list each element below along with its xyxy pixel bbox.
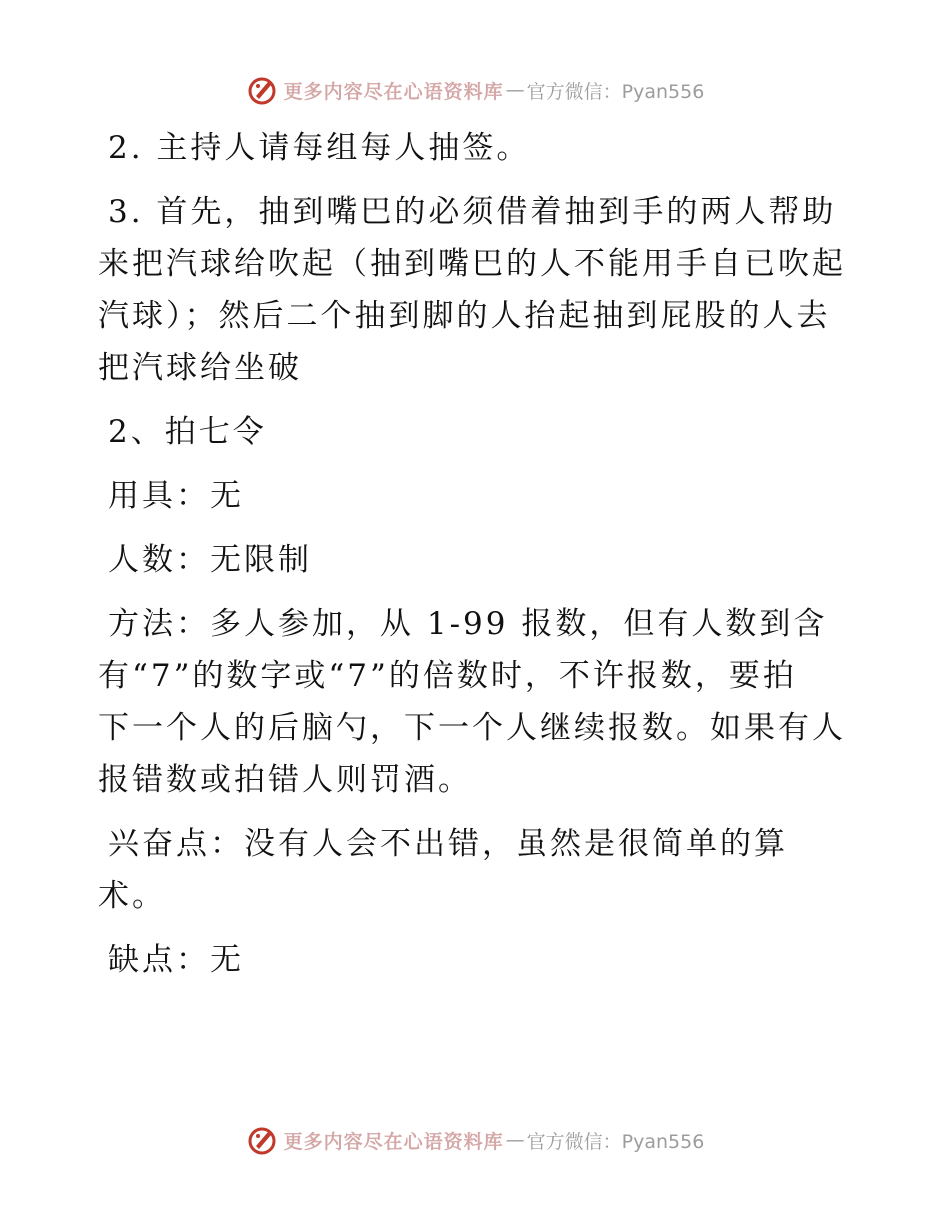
text-line: 2. 主持人请每组每人抽签。 (108, 130, 531, 166)
pen-seal-logo-icon (246, 1124, 278, 1156)
text-line: 3. 首先，抽到嘴巴的必须借着抽到手的两人帮助 (108, 194, 837, 230)
banner-main-text: 更多内容尽在心语资料库 (283, 1130, 504, 1153)
text-line: 术。 (98, 878, 166, 914)
text-line: 兴奋点：没有人会不出错，虽然是很简单的算 (108, 826, 788, 862)
text-line: 方法：多人参加，从 1-99 报数，但有人数到含 (108, 606, 828, 642)
banner-separator: — (505, 1129, 525, 1151)
text-line: 汽球）；然后二个抽到脚的人抬起抽到屁股的人去 (98, 298, 831, 334)
paragraph-method (98, 598, 858, 806)
header-banner (0, 70, 950, 110)
section-heading (98, 406, 858, 458)
paragraph-highlight (98, 818, 858, 922)
banner-separator: — (505, 79, 525, 101)
document-body (98, 118, 858, 998)
banner-sub-text: 官方微信：Pyan556 (526, 1130, 705, 1153)
paragraph-drawbacks (98, 934, 858, 986)
banner-main-text: 更多内容尽在心语资料库 (283, 80, 504, 103)
text-line: 下一个人的后脑勺，下一个人继续报数。如果有人 (98, 710, 846, 746)
paragraph-tools (98, 470, 858, 522)
paragraph-players (98, 534, 858, 586)
text-line: 人数：无限制 (108, 542, 312, 578)
paragraph-step-3 (98, 186, 858, 394)
text-line: 来把汽球给吹起（抽到嘴巴的人不能用手自已吹起 (98, 246, 846, 282)
paragraph-step-2 (98, 122, 858, 174)
text-line: 把汽球给坐破 (98, 350, 302, 386)
text-line: 缺点：无 (108, 942, 244, 978)
text-line: 2、拍七令 (108, 414, 267, 450)
text-line: 用具：无 (108, 478, 244, 514)
text-line: 报错数或拍错人则罚酒。 (98, 762, 472, 798)
footer-banner (0, 1120, 950, 1160)
pen-seal-logo-icon (246, 74, 278, 106)
text-line: 有“7”的数字或“7”的倍数时，不许报数，要拍 (98, 658, 797, 694)
banner-sub-text: 官方微信：Pyan556 (526, 80, 705, 103)
